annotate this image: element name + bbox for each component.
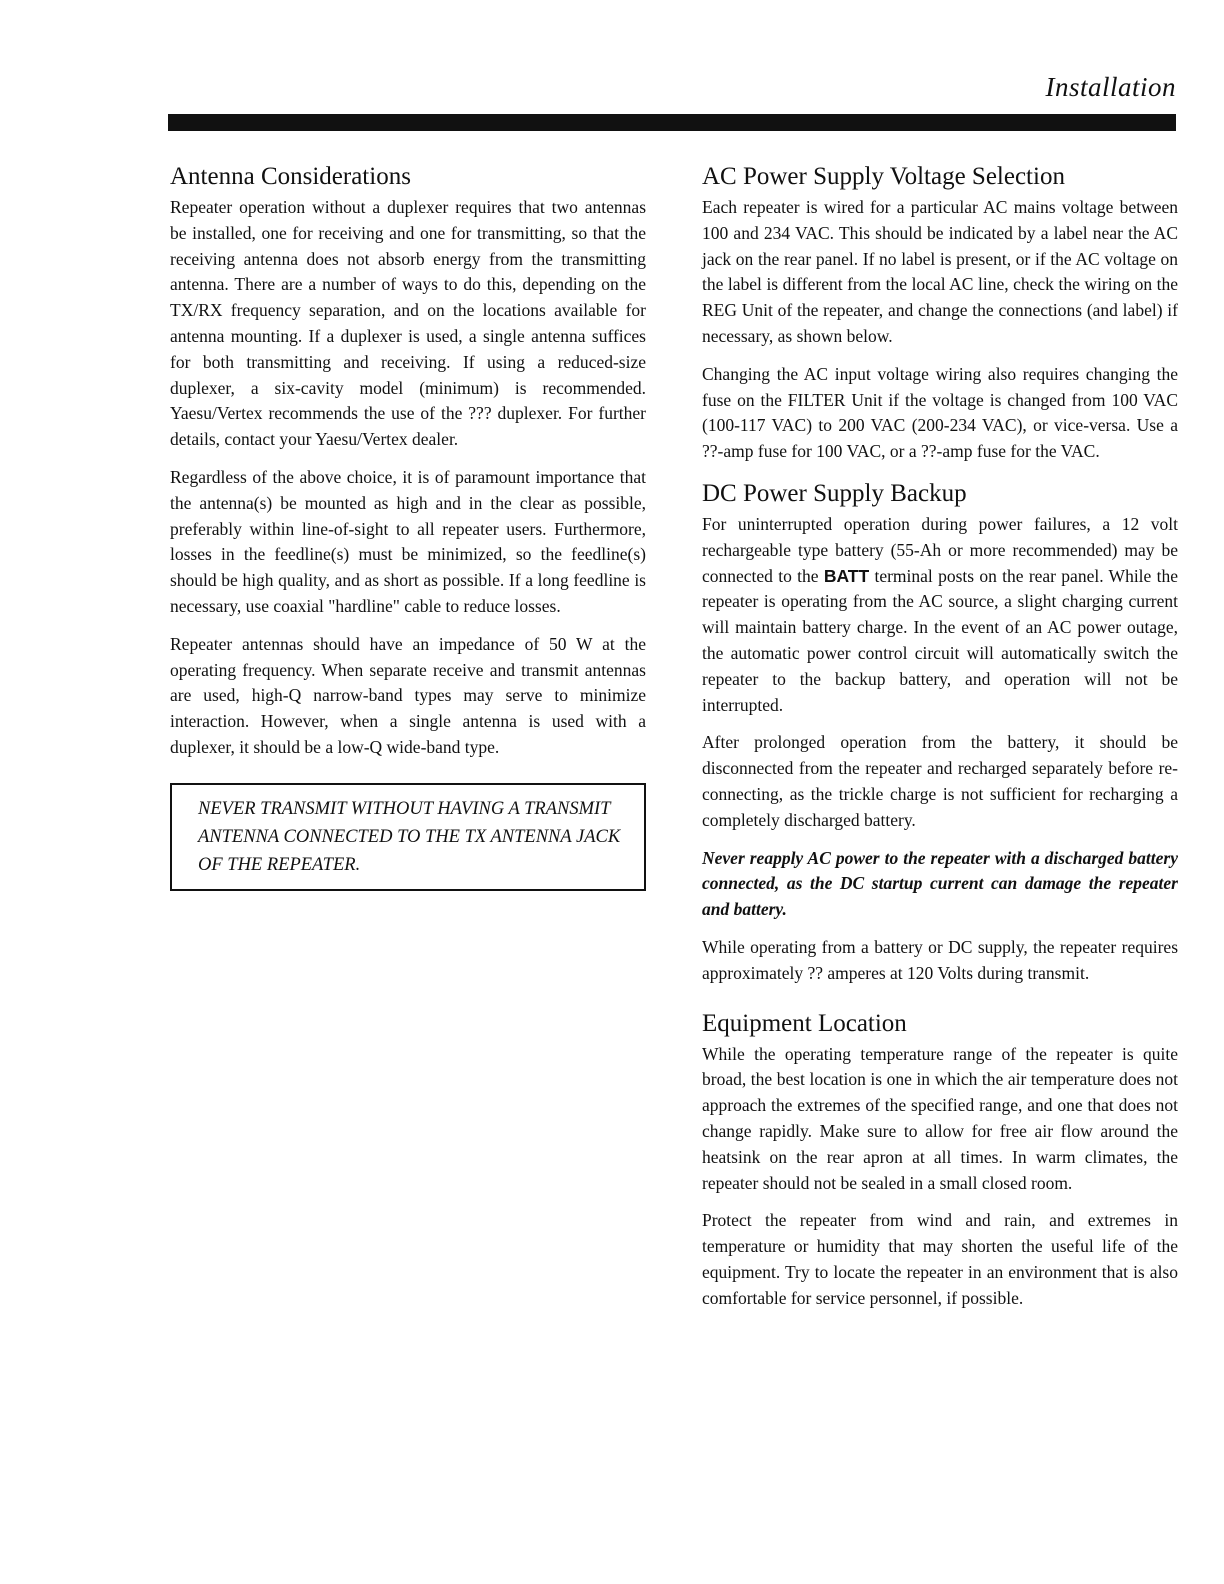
dc-paragraph-1 xyxy=(702,512,1178,718)
ac-paragraph-1: Each repeater is wired for a particular AC mains voltage between 100 and 234 VAC. This should be indicated by a label near the AC jack on the rear panel. If no label is present, or if the AC voltage on the label is different from the local AC line, check the wiring on the REG Unit of the repeater, and change the connections (and label) if necessary, as shown below. xyxy=(702,197,1178,346)
ac-paragraph-2: Changing the AC input voltage wiring also requires changing the fuse on the FILTER Unit if the voltage is changed from 100 VAC (100-117 VAC) to 200 VAC (200-234 VAC), or vice-versa. Use a ??-amp fuse for 100 VAC, or a ??-amp fuse for the VAC. xyxy=(702,363,1178,462)
left-column xyxy=(170,162,646,891)
batt-terminal-label: BATT xyxy=(823,565,870,586)
dc-heading: DC Power Supply Backup xyxy=(702,479,967,507)
right-column xyxy=(702,162,1178,1323)
header-rule xyxy=(168,114,1176,131)
location-paragraph-1: While the operating temperature range of the repeater is quite broad, the best location is one in which the air temperature does not approach the extremes of the specified range, and one that does not change rapidly. Make sure to allow for free air flow around the heatsink on the rear apron at all times. In warm climates, the repeater should not be sealed in a small closed room. xyxy=(702,1043,1178,1193)
location-heading: Equipment Location xyxy=(702,1009,907,1037)
dc-paragraph-2: After prolonged operation from the battery, it should be disconnected from the repeater and recharged separately before re-connecting, as the trickle charge is not sufficient for recharging a completely discharged battery. xyxy=(702,732,1178,830)
dc-caution-note: Never reapply AC power to the repeater with a discharged battery connected, as the DC startup current can damage the repeater and battery. xyxy=(702,847,1178,920)
ac-heading: AC Power Supply Voltage Selection xyxy=(702,163,1065,190)
dc-paragraph-1-start: For uninterrupted operation during power failures, a 12 volt rechargeable type battery (55-Ah or more recommended) may be connected to the xyxy=(702,513,1178,586)
dc-paragraph-1-end: terminal posts on the rear panel. While the repeater is operating from the AC source, a slight charging current will maintain battery charge. In the event of an AC power outage, the automatic power control circuit will automatically switch the repeater to the backup battery, and operation will not be interrupted. xyxy=(702,565,1178,715)
antenna-heading: Antenna Considerations xyxy=(170,163,411,190)
equipment-location-section xyxy=(702,1009,1178,1312)
dc-backup-section xyxy=(702,479,1178,987)
ac-voltage-section xyxy=(702,162,1178,465)
antenna-considerations-section xyxy=(170,162,646,891)
location-paragraph-2: Protect the repeater from wind and rain, and extremes in temperature or humidity that may shorten the useful life of the equipment. Try to locate the repeater in an environment that is also comfortable for service personnel, if possible. xyxy=(702,1210,1178,1308)
antenna-paragraph-3: Repeater antennas should have an impedance of 50 W at the operating frequency. When separate receive and transmit antennas are used, high-Q narrow-band types may serve to minimize interaction. However, when a single antenna is used with a duplexer, it should be a low-Q wide-band type. xyxy=(170,633,646,757)
page-section-title: Installation xyxy=(1045,72,1176,102)
dc-paragraph-3: While operating from a battery or DC supply, the repeater requires approximately ?? amperes at 120 Volts during transmit. xyxy=(702,936,1178,983)
antenna-paragraph-1: Repeater operation without a duplexer requires that two antennas be installed, one for receiving and one for transmitting, so that the receiving antenna does not absorb energy from the transmitting antenna. There are a number of ways to do this, depending on the TX/RX frequency separation, and on the locations available for antenna mounting. If a duplexer is used, a single antenna suffices for both transmitting and receiving. If using a reduced-size duplexer, a six-cavity model (minimum) is recommended. Yaesu/Vertex recommends the use of the ??? duplexer. For further details, contact your Yaesu/Vertex dealer. xyxy=(170,197,646,450)
antenna-paragraph-2: Regardless of the above choice, it is of paramount importance that the antenna(s) be mounted as high and in the clear as possible, preferably within line-of-sight to all repeater users. Furthermore, losses in the feedline(s) must be minimized, so the feedline(s) should be high quality, and as short as possible. If a long feedline is necessary, use coaxial "hardline" cable to reduce losses. xyxy=(170,466,646,616)
transmit-warning-box: NEVER TRANSMIT WITHOUT HAVING A TRANSMIT ANTENNA CONNECTED TO THE TX ANTENNA JACK OF THE REPEATER. xyxy=(170,783,646,891)
